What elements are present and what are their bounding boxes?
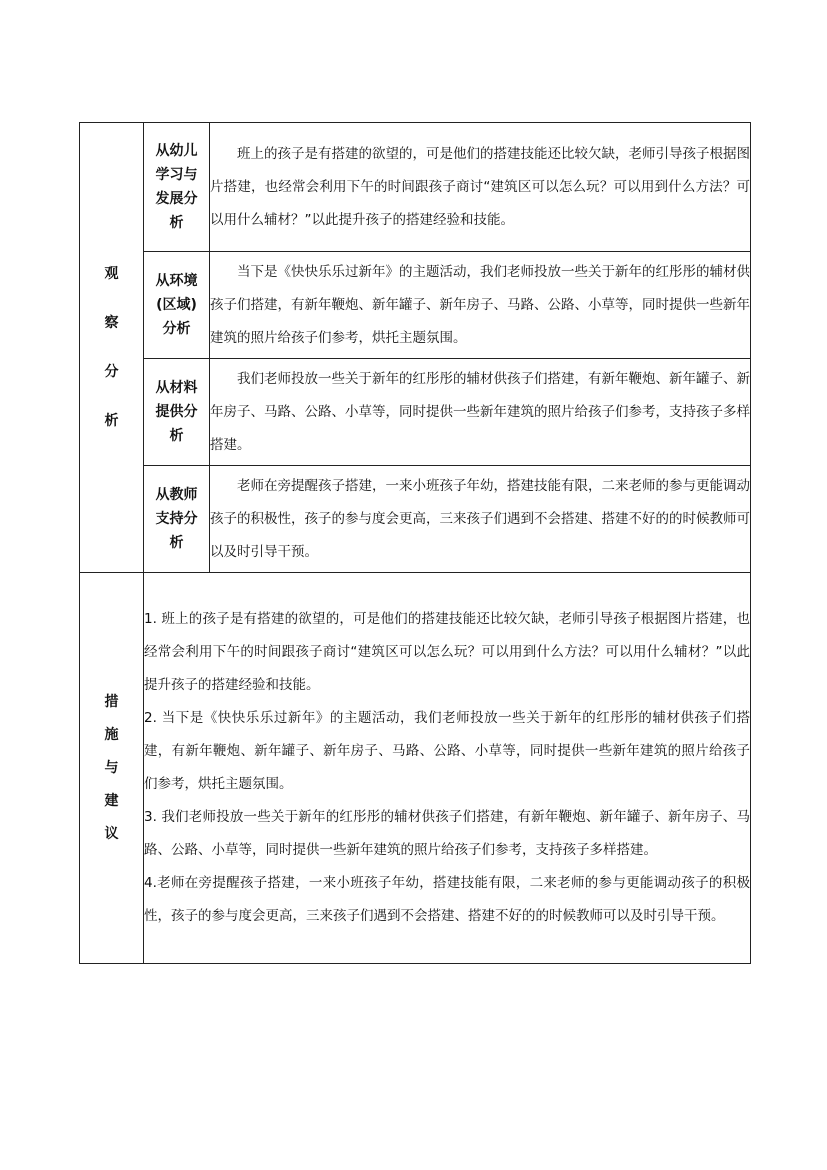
measures-list-cell bbox=[144, 573, 751, 964]
table-row bbox=[80, 573, 751, 964]
materials-text: 我们老师投放一些关于新年的红彤彤的辅材供孩子们搭建，有新年鞭炮、新年罐子、新年房子、马路、公路、小草等，同时提供一些新年建筑的照片给孩子们参考，支持孩子多样搭建。 bbox=[210, 370, 750, 453]
measures-heading-char: 施 bbox=[104, 727, 119, 743]
measures-heading-char: 议 bbox=[104, 826, 119, 842]
label-line: 析 bbox=[169, 215, 184, 231]
child-development-text: 班上的孩子是有搭建的欲望的，可是他们的搭建技能还比较欠缺，老师引导孩子根据图片搭建，也经常会利用下午的时间跟孩子商讨“建筑区可以怎么玩？可以用到什么方法？可以用什么辅材？”以此提升孩子的搭建经验和技能。 bbox=[210, 145, 750, 228]
measure-item: 4.老师在旁提醒孩子搭建，一来小班孩子年幼，搭建技能有限，二来老师的参与更能调动孩子的积极性，孩子的参与度会更高，三来孩子们遇到不会搭建、搭建不好的的时候教师可以及时引导干预。 bbox=[144, 875, 750, 924]
observation-heading-cell bbox=[80, 123, 144, 573]
observation-heading-char: 察 bbox=[104, 315, 119, 331]
measures-heading-char: 建 bbox=[104, 793, 119, 809]
measures-heading-char: 与 bbox=[104, 760, 119, 776]
measures-heading-char: 措 bbox=[104, 694, 119, 710]
measure-item: 3. 我们老师投放一些关于新年的红彤彤的辅材供孩子们搭建，有新年鞭炮、新年罐子、新年房子、马路、公路、小草等，同时提供一些新年建筑的照片给孩子们参考，支持孩子多样搭建。 bbox=[144, 809, 750, 858]
teacher-support-text-cell bbox=[210, 466, 751, 573]
observation-heading-char: 观 bbox=[104, 266, 119, 282]
measure-item: 1. 班上的孩子是有搭建的欲望的，可是他们的搭建技能还比较欠缺，老师引导孩子根据图片搭建，也经常会利用下午的时间跟孩子商讨“建筑区可以怎么玩？可以用到什么方法？可以用什么辅材？”以此提升孩子的搭建经验和技能。 bbox=[144, 611, 750, 693]
label-line: 分析 bbox=[162, 321, 191, 337]
analysis-table bbox=[79, 122, 751, 964]
label-line: 析 bbox=[169, 535, 184, 551]
measures-heading-cell bbox=[80, 573, 144, 964]
observation-heading-char: 分 bbox=[104, 364, 119, 380]
label-line: 从环境 bbox=[155, 273, 198, 289]
label-line: 从教师 bbox=[155, 487, 198, 503]
label-line: 学习与 bbox=[155, 167, 198, 183]
child-development-label bbox=[144, 123, 210, 252]
teacher-support-label bbox=[144, 466, 210, 573]
materials-text-cell bbox=[210, 359, 751, 466]
table-row bbox=[80, 466, 751, 573]
observation-heading-char: 析 bbox=[104, 413, 119, 429]
label-line: (区域) bbox=[156, 297, 197, 313]
label-line: 析 bbox=[169, 428, 184, 444]
teacher-support-text: 老师在旁提醒孩子搭建，一来小班孩子年幼，搭建技能有限，二来老师的参与更能调动孩子的积极性，孩子的参与度会更高，三来孩子们遇到不会搭建、搭建不好的的时候教师可以及时引导干预。 bbox=[210, 477, 750, 560]
child-development-text-cell bbox=[210, 123, 751, 252]
label-line: 发展分 bbox=[155, 191, 198, 207]
table-row bbox=[80, 123, 751, 252]
label-line: 支持分 bbox=[155, 511, 198, 527]
environment-text: 当下是《快快乐乐过新年》的主题活动，我们老师投放一些关于新年的红彤彤的辅材供孩子们搭建，有新年鞭炮、新年罐子、新年房子、马路、公路、小草等，同时提供一些新年建筑的照片给孩子们参考，烘托主题氛围。 bbox=[210, 263, 750, 346]
table-row bbox=[80, 359, 751, 466]
table-row bbox=[80, 252, 751, 359]
environment-text-cell bbox=[210, 252, 751, 359]
environment-label bbox=[144, 252, 210, 359]
materials-label bbox=[144, 359, 210, 466]
label-line: 从材料 bbox=[155, 380, 198, 396]
measure-item: 2. 当下是《快快乐乐过新年》的主题活动，我们老师投放一些关于新年的红彤彤的辅材供孩子们搭建，有新年鞭炮、新年罐子、新年房子、马路、公路、小草等，同时提供一些新年建筑的照片给孩子们参考，烘托主题氛围。 bbox=[144, 710, 750, 792]
label-line: 从幼儿 bbox=[155, 143, 198, 159]
label-line: 提供分 bbox=[155, 404, 198, 420]
